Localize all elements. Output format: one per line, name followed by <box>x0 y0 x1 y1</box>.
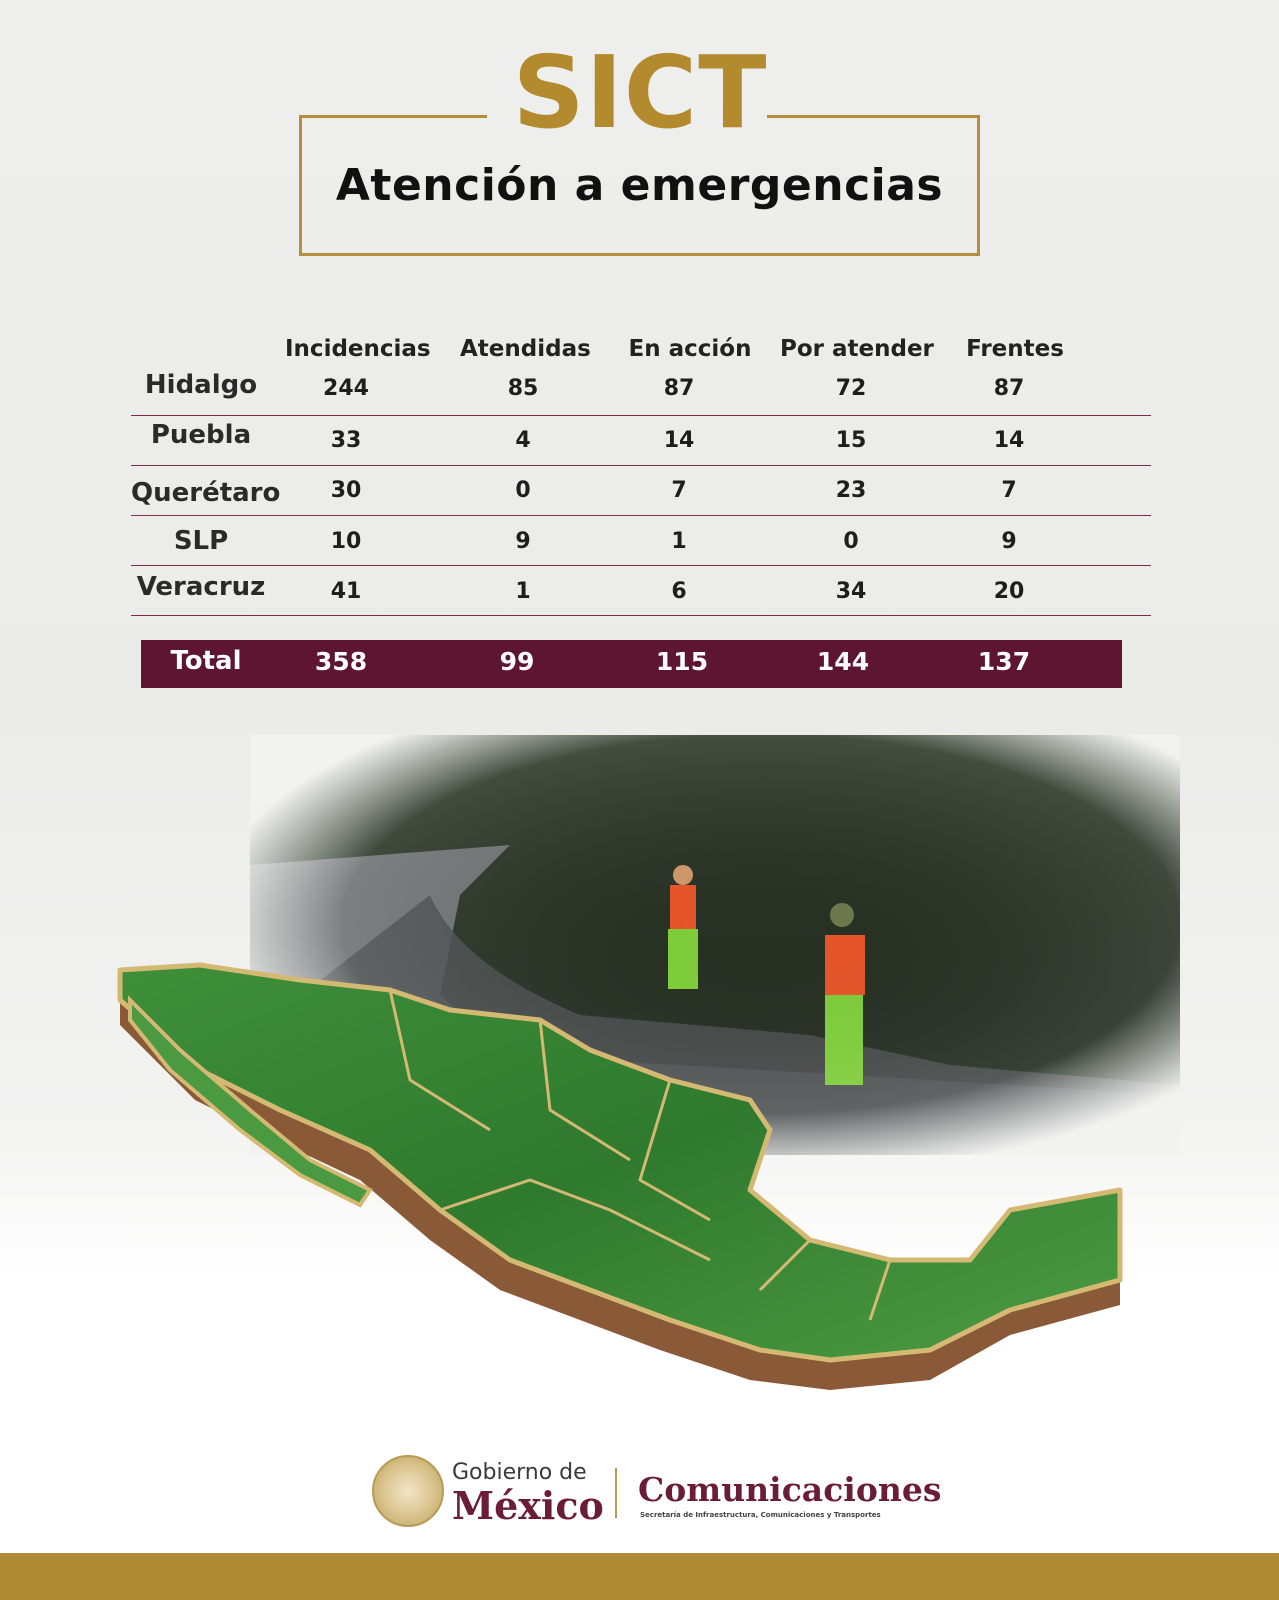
brand-title: SICT <box>512 34 768 151</box>
table-cell: 244 <box>323 376 369 401</box>
table-cell: 23 <box>835 478 867 503</box>
row-label: Puebla <box>150 420 252 450</box>
row-label: Veracruz <box>136 572 266 602</box>
bottom-band <box>0 1553 1279 1600</box>
table-cell: 87 <box>993 376 1025 401</box>
total-cell: 137 <box>977 647 1031 676</box>
table-cell: 7 <box>671 478 687 503</box>
footer-divider <box>615 1468 617 1518</box>
table-cell: 41 <box>330 579 362 604</box>
table-row <box>131 516 1151 566</box>
column-header-por-atender: Por atender <box>780 336 934 362</box>
column-header-incidencias: Incidencias <box>285 336 431 362</box>
column-header-frentes: Frentes <box>966 336 1064 362</box>
table-cell: 72 <box>835 376 867 401</box>
table-cell: 14 <box>993 428 1025 453</box>
table-cell: 33 <box>330 428 362 453</box>
table-cell: 85 <box>507 376 539 401</box>
table-cell: 9 <box>515 529 531 554</box>
page-subtitle: Atención a emergencias <box>335 160 944 211</box>
total-row <box>141 640 1122 688</box>
column-header-atendidas: Atendidas <box>460 336 591 362</box>
table-row <box>131 466 1151 516</box>
table-cell: 34 <box>835 579 867 604</box>
total-cell: 115 <box>655 647 709 676</box>
total-cell: 99 <box>499 647 535 676</box>
table-cell: 6 <box>671 579 687 604</box>
table-cell: 15 <box>835 428 867 453</box>
table-row <box>131 566 1151 616</box>
national-seal-icon <box>372 1455 444 1527</box>
table-cell: 30 <box>330 478 362 503</box>
table-cell: 0 <box>515 478 531 503</box>
gobierno-line1: Gobierno de <box>452 1460 587 1485</box>
table-cell: 4 <box>515 428 531 453</box>
row-label: SLP <box>173 526 229 556</box>
table-cell: 20 <box>993 579 1025 604</box>
total-label: Total <box>170 646 242 676</box>
table-cell: 7 <box>1001 478 1017 503</box>
footer-logos <box>0 1430 1279 1550</box>
table-cell: 87 <box>663 376 695 401</box>
row-label: Querétaro <box>131 478 281 508</box>
table-cell: 1 <box>515 579 531 604</box>
comunicaciones-logo: Comunicaciones <box>638 1470 942 1509</box>
table-cell: 1 <box>671 529 687 554</box>
comunicaciones-subtitle: Secretaría de Infraestructura, Comunicaciones y Transportes <box>640 1511 881 1519</box>
table-cell: 14 <box>663 428 695 453</box>
table-cell: 0 <box>843 529 859 554</box>
row-label: Hidalgo <box>144 370 258 400</box>
total-cell: 358 <box>314 647 368 676</box>
table-cell: 10 <box>330 529 362 554</box>
gobierno-line2: México <box>452 1483 604 1528</box>
table-cell: 9 <box>1001 529 1017 554</box>
column-header-en-accion: En acción <box>628 336 752 362</box>
table-row <box>131 366 1151 416</box>
total-cell: 144 <box>816 647 870 676</box>
mexico-map <box>110 960 1160 1410</box>
table-row <box>131 416 1151 466</box>
